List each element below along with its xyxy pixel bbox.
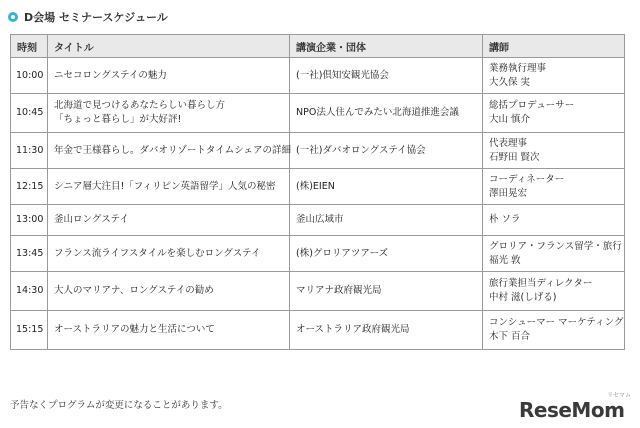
speaker-line: 大山 慎介 [489,114,531,125]
cell-speaker [483,58,625,94]
cell-speaker [483,311,625,350]
speaker-line: グロリア・フランス留学・旅行 [489,240,622,252]
title-line: 「ちょっと暮らし」が大好評! [54,114,182,125]
table-row [11,236,625,272]
title-line: ニセコロングステイの魅力 [54,69,167,81]
table-body [11,58,625,350]
table-row [11,133,625,169]
cell-title [48,272,290,311]
title-line: シニア層大注目!「フィリピン英語留学」人気の秘密 [54,180,276,192]
cell-speaker [483,236,625,272]
title-line: 北海道で見つけるあなたらしい暮らし方 [54,100,226,111]
header-time: 時刻 [11,35,48,58]
table-row [11,169,625,205]
speaker-line: 中村 滋(しげる) [489,292,557,303]
cell-organization: (株)EIEN [290,169,483,205]
speaker-line: 澤田晃宏 [489,187,528,199]
cell-speaker [483,94,625,133]
header-speaker: 講師 [483,35,625,58]
speaker-line: コンシューマー マーケティング [489,317,624,328]
resemom-logo [519,390,637,424]
speaker-line: 朴 ソラ [489,214,521,225]
schedule-table [10,34,625,350]
cell-organization: NPO法人住んでみたい北海道推進会議 [290,94,483,133]
circle-bullet-icon [8,12,18,22]
cell-time: 14:30 [11,272,48,311]
speaker-line: 木下 百合 [489,331,531,342]
speaker-line: コーディネーター [489,173,565,185]
table-row [11,94,625,133]
change-notice: 予告なくプログラムが変更になることがあります。 [10,400,228,411]
cell-title [48,205,290,236]
title-line: オーストラリアの魅力と生活について [54,324,215,335]
table-row [11,58,625,94]
table-row [11,311,625,350]
cell-time: 11:30 [11,133,48,169]
cell-title [48,133,290,169]
cell-title [48,311,290,350]
cell-time: 10:00 [11,58,48,94]
cell-title [48,94,290,133]
logo-subtext: リセマム [607,392,631,399]
cell-organization: 釜山広域市 [290,205,483,236]
cell-time: 10:45 [11,94,48,133]
cell-speaker [483,205,625,236]
cell-time: 15:15 [11,311,48,350]
title-line: 釜山ロングステイ [54,214,129,225]
cell-time: 12:15 [11,169,48,205]
table-header-row [11,35,625,58]
table-row [11,205,625,236]
section-heading [8,9,168,25]
table-row [11,272,625,311]
header-title: タイトル [48,35,290,58]
cell-organization: (株)グロリアツアーズ [290,236,483,272]
cell-organization: オーストラリア政府観光局 [290,311,483,350]
cell-speaker [483,272,625,311]
logo-text: ReseMom [519,398,625,422]
cell-organization: (一社)倶知安観光協会 [290,58,483,94]
speaker-line: 石野田 賢次 [489,151,540,163]
cell-title [48,169,290,205]
cell-organization: マリアナ政府観光局 [290,272,483,311]
page-title: D会場 セミナースケジュール [24,11,168,24]
header-organization: 講演企業・団体 [290,35,483,58]
speaker-line: 旅行業担当ディレクター [489,278,593,289]
speaker-line: 福光 敦 [489,254,521,266]
title-line: フランス流ライフスタイルを楽しむロングステイ [54,247,261,259]
speaker-line: 総括プロデューサー [489,100,575,111]
cell-speaker [483,169,625,205]
cell-time: 13:45 [11,236,48,272]
cell-speaker [483,133,625,169]
cell-organization: (一社)ダバオロングステイ協会 [290,133,483,169]
title-line: 年金で王様暮らし。ダバオリゾートタイムシェアの詳細 [54,144,292,156]
speaker-line: 大久保 実 [489,76,531,88]
cell-title [48,236,290,272]
title-line: 大人のマリアナ、ロングステイの勧め [54,285,214,296]
cell-title [48,58,290,94]
cell-time: 13:00 [11,205,48,236]
speaker-line: 業務執行理事 [489,62,547,74]
speaker-line: 代表理事 [489,137,528,149]
